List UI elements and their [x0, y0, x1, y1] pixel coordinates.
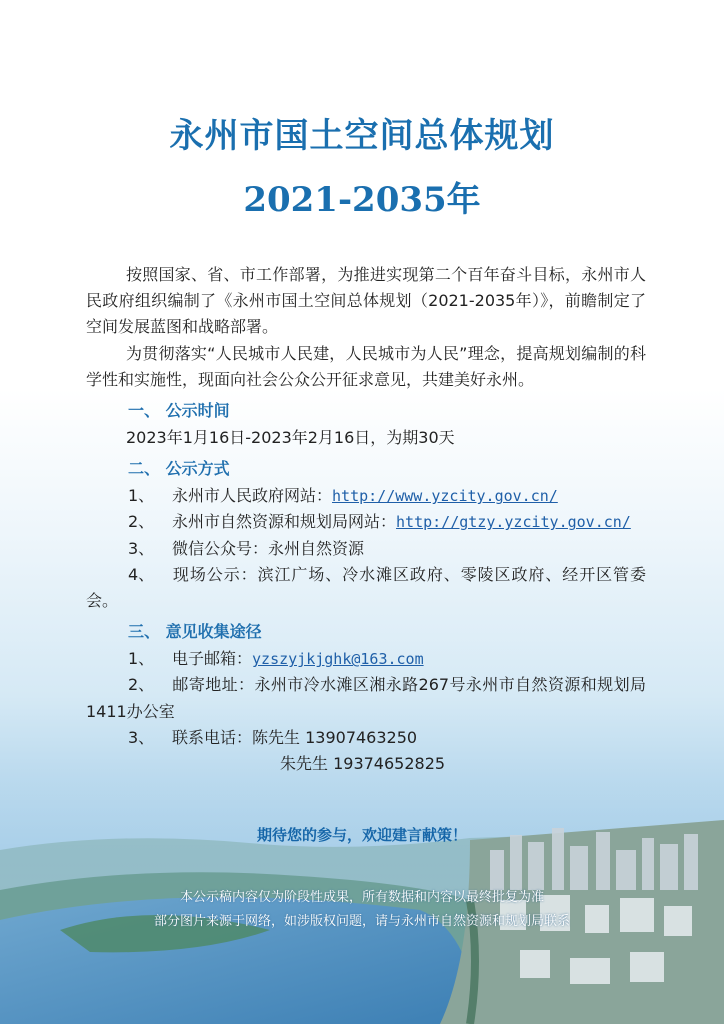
section-heading-time: 一、 公示时间: [128, 401, 230, 421]
item-label: 联系电话：: [172, 727, 253, 747]
item-label: 电子邮箱：: [172, 649, 253, 669]
item-label: 现场公示：滨江广场、冷水滩区政府、零陵区政府、经开区管委会。: [86, 564, 646, 611]
contact-phone-2: 朱先生 19374652825: [280, 754, 446, 774]
notice-body: [86, 262, 646, 777]
intro-paragraph-2: 为贯彻落实“人民城市人民建，人民城市为人民”理念，提高规划编制的科学性和实施性，现面向社会公众公开征求意见，共建美好永州。: [86, 343, 646, 389]
feedback-item-email: [86, 646, 646, 672]
item-label: 永州市自然资源和规划局网站：: [172, 512, 397, 532]
intro-paragraph-1: 按照国家、省、市工作部署，为推进实现第二个百年奋斗目标，永州市人民政府组织编制了《永州市国土空间总体规划（2021-2035年）》，前瞻制定了空间发展蓝图和战略部署。: [86, 265, 646, 337]
method-item-2: [86, 509, 646, 535]
method-item-1: [86, 483, 646, 509]
item-number: 4、: [128, 564, 155, 584]
slogan: 期待您的参与，欢迎建言献策！: [256, 826, 467, 844]
gov-website-link[interactable]: http://www.yzcity.gov.cn/: [332, 487, 558, 506]
item-number: 2、: [128, 512, 155, 532]
item-number: 3、: [128, 538, 155, 558]
method-item-4: [86, 562, 646, 614]
item-label: 永州市人民政府网站：: [172, 486, 333, 506]
disclaimer-note-2: 部分图片来源于网络，如涉版权问题，请与永州市自然资源和规划局联系: [153, 914, 570, 929]
feedback-item-mail: [86, 672, 646, 724]
email-link[interactable]: yzszyjkjghk@163.com: [252, 650, 424, 669]
feedback-item-phone: [86, 725, 646, 751]
bureau-website-link[interactable]: http://gtzy.yzcity.gov.cn/: [396, 513, 631, 532]
item-number: 1、: [128, 649, 155, 669]
section-heading-method: 二、 公示方式: [128, 459, 230, 479]
contact-phone-1: 陈先生 13907463250: [252, 727, 418, 747]
publicity-period: 2023年1月16日-2023年2月16日，为期30天: [126, 428, 455, 448]
item-number: 3、: [128, 727, 155, 747]
section-heading-feedback: 三、 意见收集途径: [128, 622, 262, 642]
page-subtitle: 2021-2035年: [243, 180, 481, 220]
item-number: 1、: [128, 486, 155, 506]
page-title: 永州市国土空间总体规划: [169, 116, 555, 156]
method-item-3: [86, 536, 646, 562]
item-label: 微信公众号：永州自然资源: [172, 538, 365, 558]
mail-address: 邮寄地址：永州市冷水滩区湘永路267号永州市自然资源和规划局1411办公室: [86, 675, 646, 721]
disclaimer-note-1: 本公示稿内容仅为阶段性成果，所有数据和内容以最终批复为准: [179, 890, 544, 905]
item-number: 2、: [128, 675, 155, 695]
